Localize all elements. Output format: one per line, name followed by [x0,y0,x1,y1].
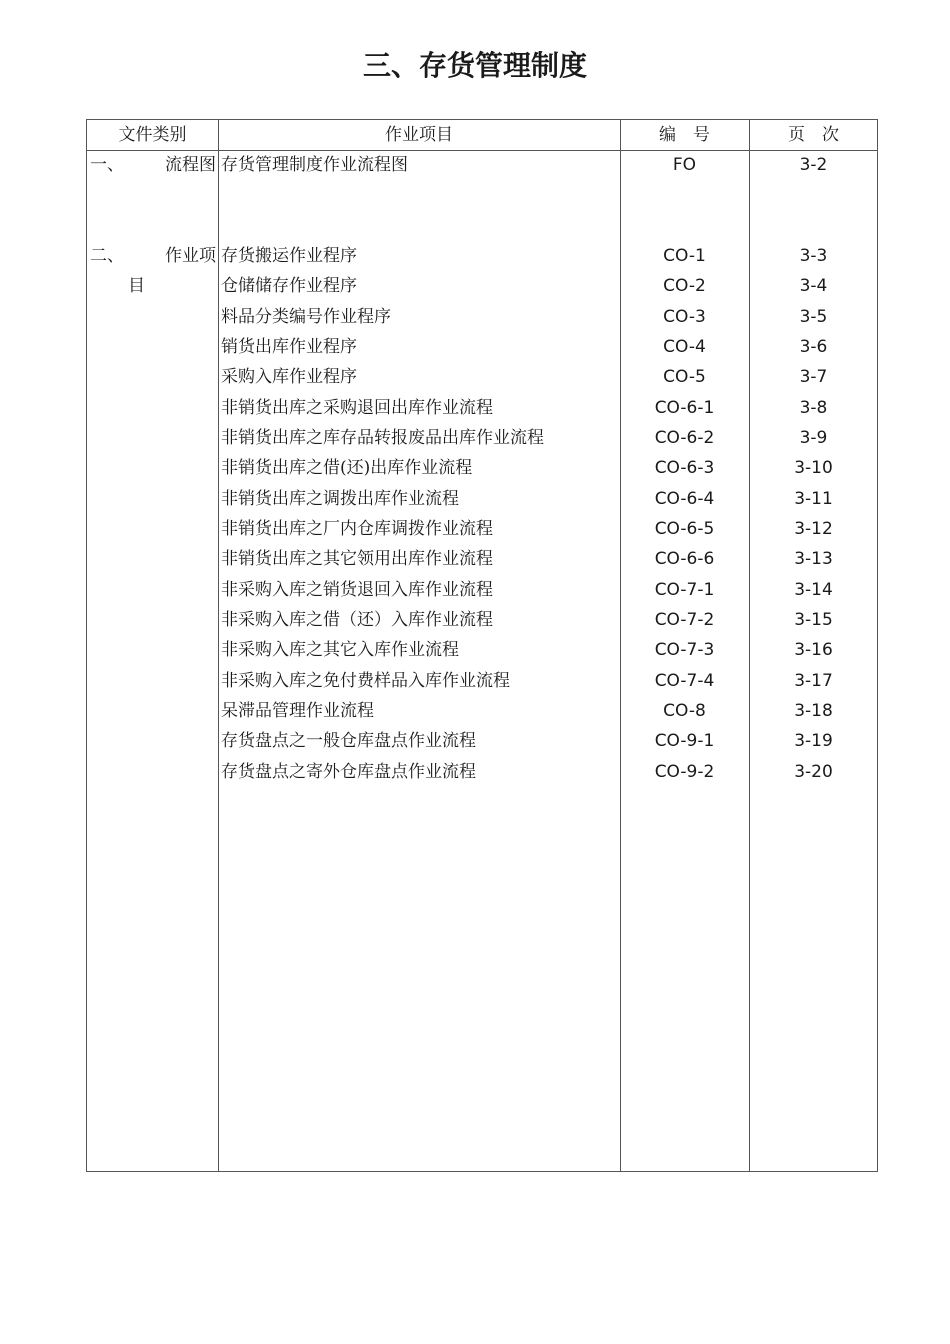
table-row [87,666,877,696]
row-code: CO-2 [663,276,706,296]
table-row [87,393,877,423]
row-code: CO-1 [663,246,706,266]
row-item: 呆滞品管理作业流程 [221,701,374,721]
table-row [87,332,877,362]
table-row [87,241,877,271]
row-page: 3-4 [799,276,828,296]
row-page: 3-18 [794,701,833,721]
row-page: 3-15 [794,610,833,630]
row-item: 存货盘点之寄外仓库盘点作业流程 [221,762,476,782]
table-row [87,150,877,180]
row-item: 非销货出库之采购退回出库作业流程 [221,398,493,418]
row-code: CO-6-4 [654,489,715,509]
row-page: 3-6 [799,337,828,357]
row-code: CO-6-3 [654,458,715,478]
section-label-continued: 目 [128,276,145,296]
row-page: 3-13 [794,549,833,569]
table-row [87,484,877,514]
row-item: 销货出库作业程序 [221,337,357,357]
row-page: 3-16 [794,640,833,660]
row-item: 存货搬运作业程序 [221,246,357,266]
row-item: 非销货出库之调拨出库作业流程 [221,489,459,509]
index-table [86,119,878,1172]
section-label: 流程图 [165,155,216,175]
row-code: CO-7-3 [654,640,715,660]
table-row [87,726,877,756]
row-item: 存货管理制度作业流程图 [221,155,408,175]
row-item: 非采购入库之借（还）入库作业流程 [221,610,493,630]
row-code: CO-9-1 [654,731,715,751]
table-row [87,302,877,332]
header-page: 页 次 [788,125,839,145]
section-number: 一、 [90,155,124,175]
table-row [87,575,877,605]
row-code: FO [672,155,697,175]
page-title: 三、存货管理制度 [362,49,587,82]
table-row [87,423,877,453]
table-row [87,757,877,787]
row-item: 非采购入库之其它入库作业流程 [221,640,459,660]
row-item: 料品分类编号作业程序 [221,307,391,327]
row-page: 3-8 [799,398,828,418]
row-item: 采购入库作业程序 [221,367,357,387]
table-row [87,635,877,665]
table-row [87,271,877,301]
table-row [87,514,877,544]
row-page: 3-20 [794,762,833,782]
row-code: CO-6-1 [654,398,715,418]
row-page: 3-11 [794,489,833,509]
row-code: CO-7-4 [654,671,715,691]
row-page: 3-5 [799,307,828,327]
row-page: 3-7 [799,367,828,387]
row-page: 3-14 [794,580,833,600]
row-code: CO-7-2 [654,610,715,630]
row-item: 非销货出库之借(还)出库作业流程 [221,458,473,478]
row-page: 3-9 [799,428,828,448]
row-item: 非销货出库之厂内仓库调拨作业流程 [221,519,493,539]
section-number: 二、 [90,246,124,266]
row-code: CO-5 [663,367,706,387]
header-code: 编 号 [659,125,710,145]
row-code: CO-8 [663,701,706,721]
table-row [87,696,877,726]
row-page: 3-3 [799,246,828,266]
row-item: 非销货出库之其它领用出库作业流程 [221,549,493,569]
row-code: CO-6-2 [654,428,715,448]
row-code: CO-6-6 [654,549,715,569]
row-code: CO-3 [663,307,706,327]
row-page: 3-17 [794,671,833,691]
row-code: CO-4 [663,337,706,357]
table-row [87,362,877,392]
header-category: 文件类别 [118,125,187,145]
row-code: CO-7-1 [654,580,715,600]
row-code: CO-9-2 [654,762,715,782]
row-item: 非销货出库之库存品转报废品出库作业流程 [221,428,544,448]
row-item: 非采购入库之销货退回入库作业流程 [221,580,493,600]
row-page: 3-10 [794,458,833,478]
row-page: 3-12 [794,519,833,539]
table-row [87,544,877,574]
row-item: 存货盘点之一般仓库盘点作业流程 [221,731,476,751]
row-item: 仓储储存作业程序 [221,276,357,296]
table-row [87,453,877,483]
section-label: 作业项 [165,246,216,266]
row-code: CO-6-5 [654,519,715,539]
header-item: 作业项目 [385,125,453,145]
row-page: 3-2 [799,155,828,175]
row-page: 3-19 [794,731,833,751]
row-item: 非采购入库之免付费样品入库作业流程 [221,671,510,691]
table-row [87,605,877,635]
